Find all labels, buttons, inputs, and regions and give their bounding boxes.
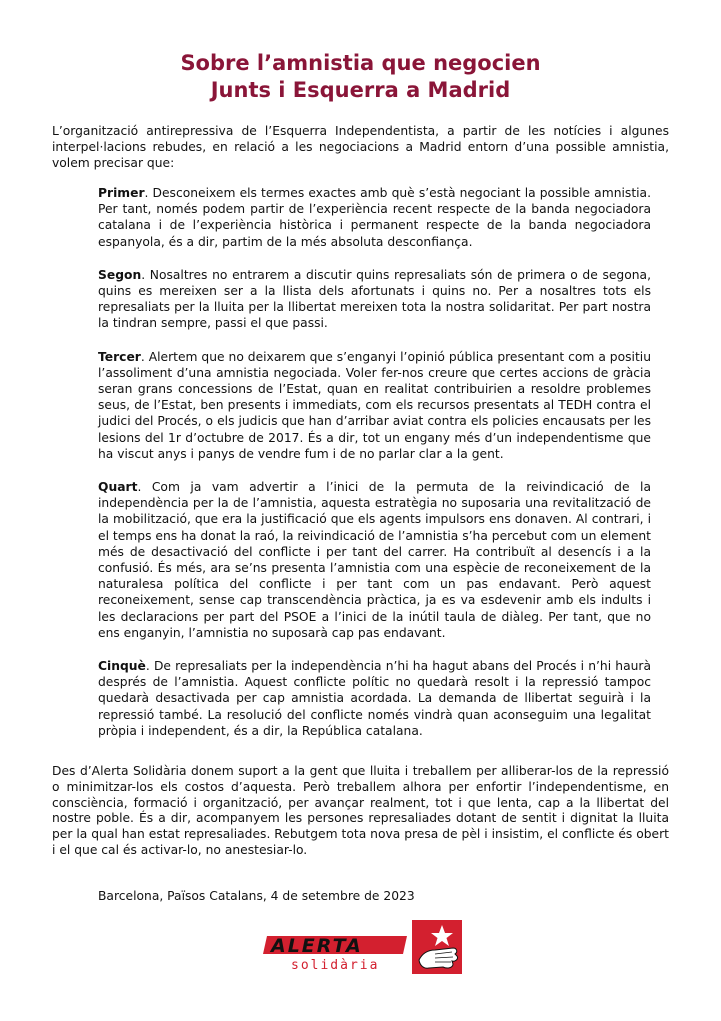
page-title — [0, 50, 721, 104]
closing-paragraph: Des d’Alerta Solidària donem suport a la gent que lluita i treballem per alliberar-los de la repressió o minimitzar-los els costos d’aquesta. Però treballem alhora per enfortir l’independentisme, en consciència, formació i organització, per avançar realment, tot i que lenta, cap a la llibertat del nostre poble. És a dir, acompanyem les persones represaliades dotant de sentit i dignitat la lluita per la qual han estat represaliades. Rebutgem tota nova presa de pèl i insistim, el conflicte és obert i el que cal és activar-lo, no anestesiar-lo. — [52, 764, 669, 857]
point-label: Primer — [98, 186, 145, 200]
signoff: Barcelona, Països Catalans, 4 de setembre de 2023 — [98, 889, 415, 903]
point-label: Cinquè — [98, 659, 146, 674]
logo-word-alerta: ALERTA — [271, 935, 363, 957]
alerta-solidaria-logo — [257, 916, 467, 982]
point-quart — [98, 479, 651, 641]
point-text: . Alertem que no deixarem que s’enganyi l’opinió pública presentant com a positiu l’assoliment d’una amnistia negociada. Voler fer-nos creure que certes accions de gràcia seran grans concessions de l’Estat, quan en realitat contribuirien a resoldre problemes seus, de l’Estat, ben presents i immediats, com els recursos presentats al TEDH contra el judici del Procés, o els judicis que han d’arribar aviat contra els policies encausats per les lesions del 1r d’octubre de 2017. És a dir, tot un engany més d’un independentisme que ha viscut anys i panys de vendre fum i de no parlar clar a la gent. — [98, 349, 651, 461]
title-line-1: Sobre l’amnistia que negocien — [180, 51, 541, 75]
intro-paragraph: L’organització antirepressiva de l’Esquerra Independentista, a partir de les notícies i algunes interpel·lacions rebudes, en relació a les negociacions a Madrid entorn d’una possible amnistia, volem precisar que: — [52, 124, 669, 170]
logo-graphic — [257, 916, 467, 982]
point-text: . Nosaltres no entrarem a discutir quins represaliats són de primera o de segona, quins es mereixen ser a la llista dels afortunats i quins no. Per a nosaltres tots els represaliats per la lluita per la llibertat mereixen tota la nostra solidaritat. Per part nostra la tindran sempre, passi el que passi. — [98, 267, 651, 331]
points-list — [98, 185, 651, 756]
point-text: . De represaliats per la independència n’hi ha hagut abans del Procés i n’hi haurà després de l’amnistia. Aquest conflicte polític no quedarà resolt i la repressió tampoc quedarà desactivada per cap amnistia acordada. La demanda de llibertat seguirà i la repressió també. La resolució del conflicte només vindrà quan aconseguim una legalitat pròpia i independent, és a dir, la República catalana. — [98, 659, 651, 738]
point-label: Segon — [98, 267, 142, 282]
title-line-2: Junts i Esquerra a Madrid — [210, 78, 511, 102]
point-segon — [98, 267, 651, 332]
point-text: . Desconeixem els termes exactes amb què s’està negociant la possible amnistia. Per tant, només podem partir de l’experiència recent respecte de la banda negociadora catalana i de l’experiència històrica i permanent respecte de la banda negociadora espanyola, és a dir, partim de la més absoluta desconfiança. — [98, 186, 651, 249]
logo-word-solidaria: solidària — [291, 958, 380, 973]
point-primer — [98, 185, 651, 250]
point-tercer — [98, 349, 651, 462]
point-text: . Com ja vam advertir a l’inici de la permuta de la reivindicació de la independència per la de l’amnistia, aquesta estratègia no suposaria una revitalització de la mobilització, que era la justificació que els agents impulsors ens donaven. Al contrari, i el temps ens ha donat la raó, la reivindicació de l’amnistia s’ha percebut com un element més de desactivació del conflicte i per tant del carrer. Ha contribuït al desencís i a la confusió. És més, ara se’ns presenta l’amnistia com una espècie de reconeixement de la naturalesa política del conflicte i per tant com un pas endavant. Però aquest reconeixement, sense cap transcendència pràctica, ja es va esdevenir amb els indults i les declaracions per part del PSOE a l’inici de la inútil taula de diàleg. Per tant, que no ens enganyin, l’amnistia no suposarà cap pas endavant. — [98, 480, 651, 640]
raised-fist-star-icon — [412, 920, 462, 974]
point-label: Tercer — [98, 349, 141, 364]
point-cinque — [98, 658, 651, 739]
point-label: Quart — [98, 480, 138, 495]
